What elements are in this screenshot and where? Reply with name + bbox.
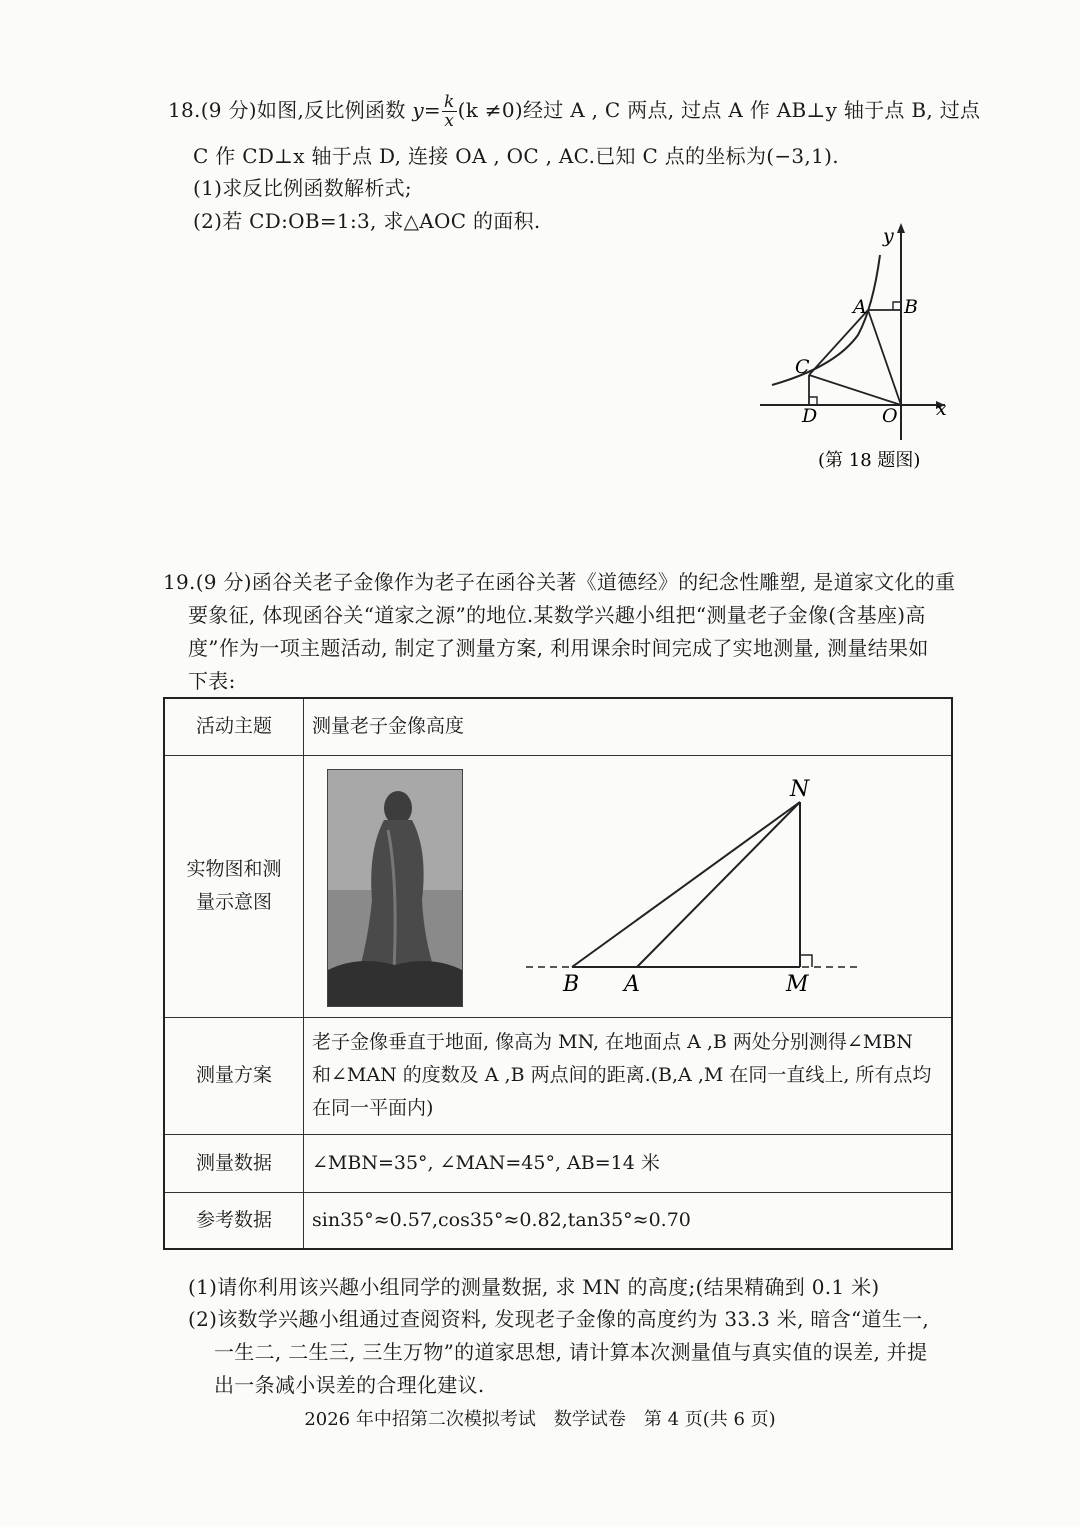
label-A: A [853,296,867,318]
label-A: A [624,972,640,997]
q18-part1: (1)求反比例函数解析式; [193,176,412,200]
statue-photo [327,769,463,1007]
statue-silhouette [328,770,462,1006]
function-y: y= [412,98,441,122]
segment-BN [572,802,800,967]
label-C: C [795,356,810,378]
q19-part1: (1)请你利用该兴趣小组同学的测量数据, 求 MN 的高度;(结果精确到 0.1 米) [188,1275,880,1299]
row-value-plan: 老子金像垂直于地面, 像高为 MN, 在地面点 A ,B 两处分别测得∠MBN 和∠MAN 的度数及 A ,B 两点间的距离.(B,A ,M 在同一直线上, 所有点均 在同一平面内) [304,1017,953,1134]
page-footer: 2026 年中招第二次模拟考试 数学试卷 第 4 页(共 6 页) [304,1409,776,1430]
q19-intro-line2: 要象征, 体现函谷关“道家之源”的地位.某数学兴趣小组把“测量老子金像(含基座)高 [188,603,926,627]
label-x: x [936,398,947,420]
q18-figure [740,215,970,485]
label-D: D [802,405,818,427]
measurement-diagram [520,770,870,1000]
label-B: B [563,972,580,997]
q19-intro-line1: 19.(9 分)函谷关老子金像作为老子在函谷关著《道德经》的纪念性雕塑, 是道家文化的重 [163,570,956,594]
y-axis-arrow [897,223,905,233]
label-O: O [882,405,898,427]
right-angle-mark-D [809,397,817,405]
row-label-plan: 测量方案 [164,1017,304,1134]
segment-AC [809,310,868,375]
q19-part2-line2: 一生二, 二生三, 三生万物”的道家思想, 请计算本次测量值与真实值的误差, 并提 [214,1340,928,1364]
q19-intro-line3: 度”作为一项主题活动, 制定了测量方案, 利用课余时间完成了实地测量, 测量结果如 [188,636,929,660]
q18-line1: 18.(9 分)如图,反比例函数 y= $\frac{k}{x}$ (k ≠0)经过 A , C 两点, 过点 A 作 AB⊥y 轴于点 B, 过点 [168,92,981,131]
table-row [164,698,952,755]
row-value-reference: sin35°≈0.57,cos35°≈0.82,tan35°≈0.70 [304,1192,953,1249]
fraction-k-over-x: $\frac{k}{x}$ [443,92,455,131]
table-row [164,1017,952,1134]
right-angle-mark-B [893,302,901,310]
q19-part2-line1: (2)该数学兴趣小组通过查阅资料, 发现老子金像的高度约为 33.3 米, 暗含“道生一, [188,1307,930,1331]
row-label-diagram: 实物图和测 量示意图 [164,755,304,1017]
label-N: N [790,777,810,802]
label-B: B [904,296,918,318]
table-row [164,1192,952,1249]
label-y: y [883,225,894,247]
row-label-theme: 活动主题 [164,698,304,755]
row-label-data: 测量数据 [164,1134,304,1192]
figure-caption: (第 18 题图) [818,450,921,471]
row-label-reference: 参考数据 [164,1192,304,1249]
row-value-data: ∠MBN=35°, ∠MAN=45°, AB=14 米 [304,1134,953,1192]
segment-OA [868,310,901,405]
label-M: M [786,972,809,997]
row-value-theme: 测量老子金像高度 [304,698,953,755]
q18-line2: C 作 CD⊥x 轴于点 D, 连接 OA , OC , AC.已知 C 点的坐标为(−3,1). [193,144,839,168]
right-angle-mark-M [800,955,812,967]
q19-intro-line4: 下表: [188,669,236,693]
table-row [164,1134,952,1192]
q19-part2-line3: 出一条减小误差的合理化建议. [214,1373,485,1397]
hyperbola-curve [772,255,880,385]
q18-part2: (2)若 CD:OB=1:3, 求△AOC 的面积. [193,209,541,233]
segment-OC [809,375,901,405]
segment-AN [637,802,800,967]
